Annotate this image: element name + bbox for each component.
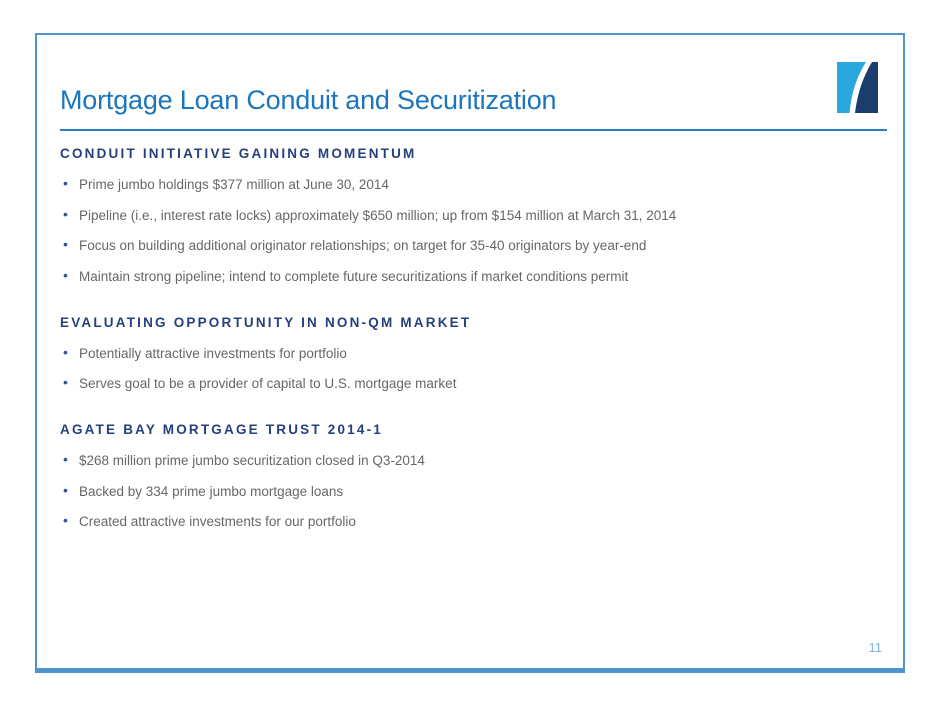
bullet-list (60, 177, 870, 284)
bullet-item: • Focus on building additional originator relationships; on target for 35-40 originators by year-end (60, 238, 870, 253)
bullet-list (60, 453, 870, 529)
bullet-item: • Backed by 334 prime jumbo mortgage loans (60, 484, 870, 499)
section-heading: EVALUATING OPPORTUNITY IN NON-QM MARKET (60, 314, 472, 330)
bullet-list (60, 346, 870, 392)
bullet-item: • Maintain strong pipeline; intend to complete future securitizations if market conditions permit (60, 269, 870, 284)
section-agate-bay-trust (60, 422, 870, 529)
company-logo (837, 62, 878, 113)
slide-content (60, 146, 870, 560)
section-conduit-initiative (60, 146, 870, 284)
section-heading: CONDUIT INITIATIVE GAINING MOMENTUM (60, 146, 417, 161)
bullet-item: • Pipeline (i.e., interest rate locks) approximately $650 million; up from $154 million at March 31, 2014 (60, 208, 870, 223)
slide-title: Mortgage Loan Conduit and Securitization (60, 85, 557, 115)
bullet-item: • Potentially attractive investments for portfolio (60, 346, 870, 361)
section-heading: AGATE BAY MORTGAGE TRUST 2014-1 (60, 422, 383, 437)
bullet-item: • Serves goal to be a provider of capital to U.S. mortgage market (60, 376, 870, 391)
section-non-qm-market (60, 315, 870, 392)
bullet-item: • Prime jumbo holdings $377 million at June 30, 2014 (60, 177, 870, 192)
title-divider (60, 129, 887, 131)
bullet-item: • $268 million prime jumbo securitization closed in Q3-2014 (60, 453, 870, 468)
page-number: 11 (868, 640, 882, 655)
bullet-item: • Created attractive investments for our portfolio (60, 514, 870, 529)
